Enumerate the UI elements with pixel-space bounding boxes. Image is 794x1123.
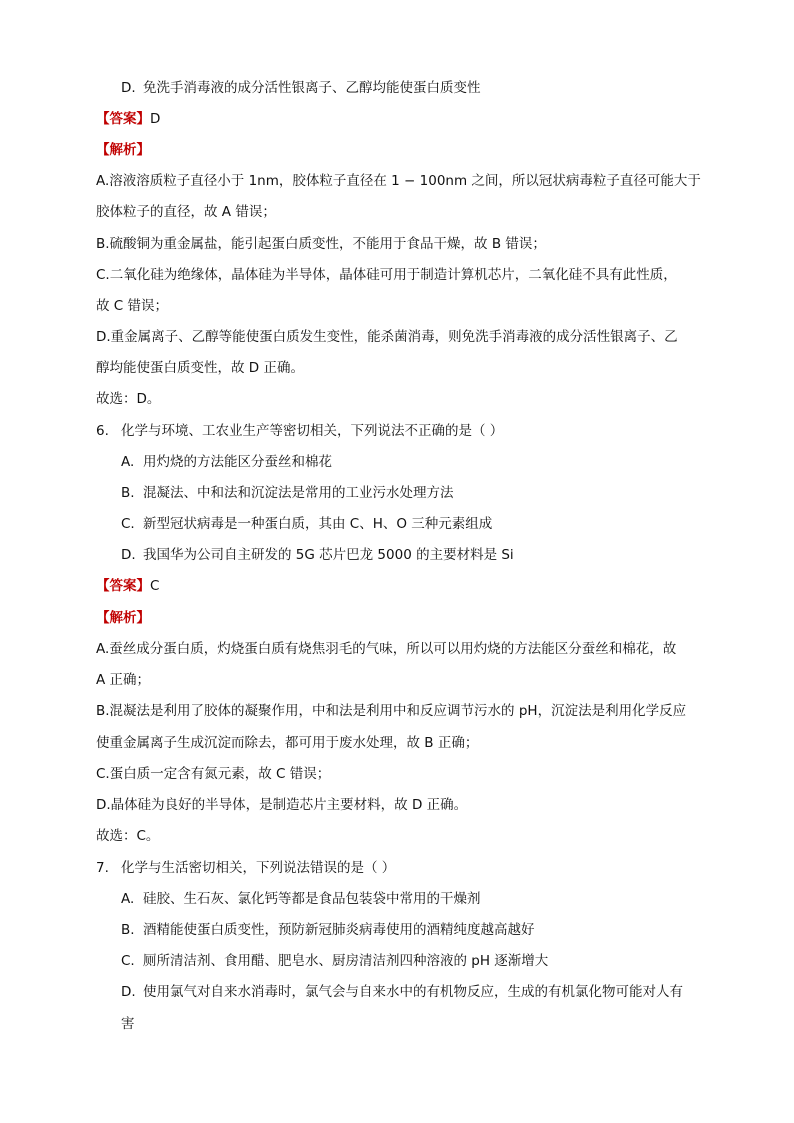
q6-option-d [121,545,514,565]
q6-analysis-line: A 正确； [96,672,151,688]
option-text: 使用氯气对自来水消毒时，氯气会与自来水中的有机物反应，生成的有机氯化物可能对人有 [143,984,683,1000]
q5-answer [96,109,160,129]
option-key: A. [121,454,135,470]
q5-analysis-line: D.重金属离子、乙醇等能使蛋白质发生变性，能杀菌消毒，则免洗手消毒液的成分活性银离子、乙 [96,329,678,345]
question-stem: 化学与生活密切相关，下列说法错误的是（ ） [121,860,396,876]
q7-option-d [121,982,683,1002]
q5-option-d [121,78,481,98]
q6-analysis-line: D.晶体硅为良好的半导体，是制造芯片主要材料，故 D 正确。 [96,797,468,813]
q7-option-b [121,920,535,940]
q6-option-c [121,514,492,534]
q5-analysis-line: A.溶液溶质粒子直径小于 1nm，胶体粒子直径在 1 − 100nm 之间，所以冠状病毒粒子直径可能大于 [96,173,701,189]
option-key: B. [121,485,135,501]
q6-analysis-label: 【解析】 [96,610,150,626]
option-text: 混凝法、中和法和沉淀法是常用的工业污水处理方法 [143,485,454,501]
option-key: D. [121,80,136,96]
q5-analysis-line: 故 C 错误； [96,298,169,314]
option-key: B. [121,922,135,938]
answer-label: 【答案】 [96,111,150,127]
q5-analysis-line: 故选：D。 [96,391,161,407]
q7-option-d-cont: 害 [121,1016,135,1032]
q5-analysis-line: B.硫酸铜为重金属盐，能引起蛋白质变性，不能用于食品干燥，故 B 错误； [96,236,546,252]
option-text: 厕所清洁剂、食用醋、肥皂水、厨房清洁剂四种溶液的 pH 逐渐增大 [143,953,549,969]
q5-analysis-line: 胶体粒子的直径，故 A 错误； [96,204,276,220]
q7-option-a [121,889,481,909]
q7-option-c [121,951,548,971]
q6-analysis-line: 使重金属离子生成沉淀而除去，都可用于废水处理，故 B 正确； [96,735,479,751]
question-number: 7. [96,860,109,876]
q6-analysis-line: 故选：C。 [96,828,160,844]
question-stem: 化学与环境、工农业生产等密切相关，下列说法不正确的是（ ） [121,423,504,439]
option-key: D. [121,984,136,1000]
option-key: C. [121,516,135,532]
answer-value: D [150,111,161,127]
q5-analysis-line: C.二氧化硅为绝缘体，晶体硅为半导体，晶体硅可用于制造计算机芯片，二氧化硅不具有此性质， [96,267,677,283]
option-text: 新型冠状病毒是一种蛋白质，其由 C、H、O 三种元素组成 [143,516,493,532]
q6-analysis-line: B.混凝法是利用了胶体的凝聚作用，中和法是利用中和反应调节污水的 pH，沉淀法是利用化学反应 [96,703,687,719]
q6-stem [96,421,503,441]
option-key: C. [121,953,135,969]
q5-analysis-label: 【解析】 [96,142,150,158]
q6-analysis-line: A.蚕丝成分蛋白质，灼烧蛋白质有烧焦羽毛的气味，所以可以用灼烧的方法能区分蚕丝和棉花，故 [96,641,677,657]
q6-option-a [121,452,332,472]
q7-stem [96,858,395,878]
answer-label: 【答案】 [96,578,150,594]
option-text: 用灼烧的方法能区分蚕丝和棉花 [143,454,332,470]
option-text: 免洗手消毒液的成分活性银离子、乙醇均能使蛋白质变性 [143,80,481,96]
option-key: A. [121,891,135,907]
q6-option-b [121,483,454,503]
answer-value: C [150,578,160,594]
q5-analysis-line: 醇均能使蛋白质变性，故 D 正确。 [96,360,304,376]
option-text: 硅胶、生石灰、氯化钙等都是食品包装袋中常用的干燥剂 [143,891,481,907]
option-text: 我国华为公司自主研发的 5G 芯片巴龙 5000 的主要材料是 Si [143,547,514,563]
q6-answer [96,576,159,596]
option-key: D. [121,547,136,563]
option-text: 酒精能使蛋白质变性，预防新冠肺炎病毒使用的酒精纯度越高越好 [143,922,535,938]
q6-analysis-line: C.蛋白质一定含有氮元素，故 C 错误； [96,766,331,782]
question-number: 6. [96,423,109,439]
